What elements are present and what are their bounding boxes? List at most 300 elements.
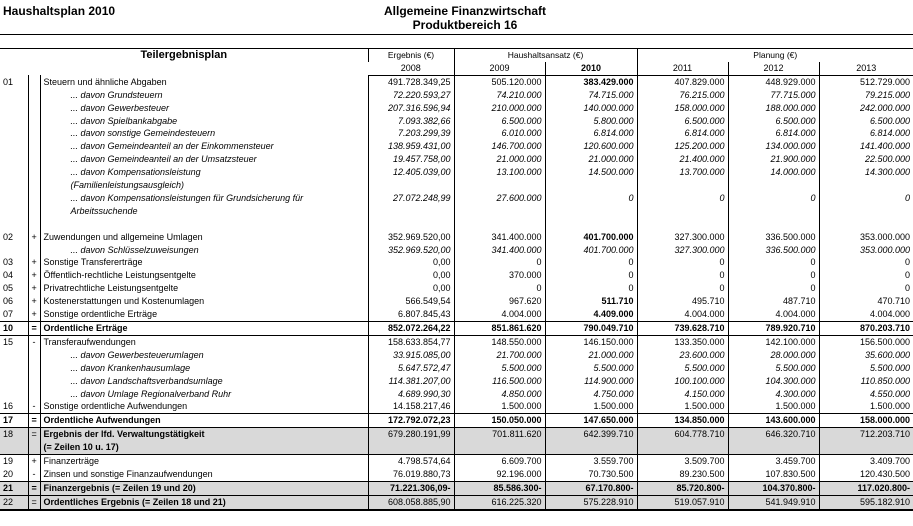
row-value: 14.000.000 xyxy=(728,166,819,179)
row-value: 511.710 xyxy=(545,295,637,308)
table-row xyxy=(0,153,913,166)
row-operator: + xyxy=(28,308,40,321)
row-value xyxy=(637,218,728,231)
row-value: 143.600.000 xyxy=(728,414,819,428)
table-row xyxy=(0,166,913,179)
row-operator xyxy=(28,89,40,102)
row-value: 1.500.000 xyxy=(637,400,728,413)
row-operator xyxy=(28,102,40,115)
table-row xyxy=(0,495,913,509)
row-value: 133.350.000 xyxy=(637,335,728,348)
row-value: 4.689.990,30 xyxy=(368,388,454,401)
row-value: 140.000.000 xyxy=(545,102,637,115)
row-value: 0 xyxy=(728,269,819,282)
row-value: 0 xyxy=(545,282,637,295)
row-value: 0 xyxy=(819,256,913,269)
row-number xyxy=(0,441,28,454)
row-value xyxy=(728,218,819,231)
row-label: ... davon Gewerbesteuer xyxy=(40,102,368,115)
row-value: 353.000.000 xyxy=(819,244,913,257)
row-value xyxy=(819,218,913,231)
table-row xyxy=(0,102,913,115)
row-value: 7.203.299,39 xyxy=(368,127,454,140)
table-row xyxy=(0,388,913,401)
row-value: 491.728.349,25 xyxy=(368,75,454,88)
table-row xyxy=(0,269,913,282)
table-row xyxy=(0,308,913,321)
row-value: 13.700.000 xyxy=(637,166,728,179)
header-haushaltsansatz: Haushaltsansatz (€) xyxy=(454,49,637,62)
row-operator: = xyxy=(28,495,40,509)
row-operator: = xyxy=(28,481,40,495)
row-value: 604.778.710 xyxy=(637,428,728,441)
row-operator: + xyxy=(28,269,40,282)
table-row xyxy=(0,322,913,336)
row-value: 608.058.885,90 xyxy=(368,495,454,509)
row-value: 870.203.710 xyxy=(819,322,913,336)
row-value: 13.100.000 xyxy=(454,166,545,179)
row-value: 0 xyxy=(819,269,913,282)
row-number xyxy=(0,89,28,102)
teilergebnisplan-table xyxy=(0,48,913,511)
row-value: 353.000.000 xyxy=(819,231,913,244)
row-operator xyxy=(28,127,40,140)
row-value: 5.500.000 xyxy=(545,362,637,375)
row-value: 110.850.000 xyxy=(819,375,913,388)
row-value: 851.861.620 xyxy=(454,322,545,336)
row-label: ... davon Grundsteuern xyxy=(40,89,368,102)
row-value: 120.430.500 xyxy=(819,468,913,481)
row-value xyxy=(819,205,913,218)
row-value: 0 xyxy=(819,192,913,205)
row-number: 22 xyxy=(0,495,28,509)
row-operator: + xyxy=(28,231,40,244)
row-value xyxy=(454,205,545,218)
row-value: 327.300.000 xyxy=(637,231,728,244)
row-value: 6.814.000 xyxy=(545,127,637,140)
row-value: 646.320.710 xyxy=(728,428,819,441)
table-header-row-1 xyxy=(0,49,913,62)
row-value: 701.811.620 xyxy=(454,428,545,441)
row-value: 35.600.000 xyxy=(819,349,913,362)
row-value: 28.000.000 xyxy=(728,349,819,362)
row-number xyxy=(0,362,28,375)
row-value: 14.500.000 xyxy=(545,166,637,179)
year-header: 2012 xyxy=(728,62,819,75)
row-value: 470.710 xyxy=(819,295,913,308)
table-row xyxy=(0,400,913,413)
row-value: 114.900.000 xyxy=(545,375,637,388)
row-value: 505.120.000 xyxy=(454,75,545,88)
row-value: 407.829.000 xyxy=(637,75,728,88)
row-value: 138.959.431,00 xyxy=(368,140,454,153)
header-divider xyxy=(0,34,913,35)
row-number xyxy=(0,205,28,218)
row-value: 210.000.000 xyxy=(454,102,545,115)
row-value xyxy=(368,179,454,192)
row-value: 3.409.700 xyxy=(819,455,913,468)
row-value xyxy=(545,218,637,231)
row-value: 147.650.000 xyxy=(545,414,637,428)
row-value: 4.004.000 xyxy=(819,308,913,321)
row-value xyxy=(637,179,728,192)
row-value: 14.300.000 xyxy=(819,166,913,179)
row-value: 401.700.000 xyxy=(545,231,637,244)
row-value: 0 xyxy=(454,256,545,269)
row-label: Finanzerträge xyxy=(40,455,368,468)
row-value: 0 xyxy=(637,269,728,282)
row-value: 148.550.000 xyxy=(454,335,545,348)
row-value: 150.050.000 xyxy=(454,414,545,428)
row-value: 712.203.710 xyxy=(819,428,913,441)
row-label: Kostenerstattungen und Kostenumlagen xyxy=(40,295,368,308)
row-value: 0 xyxy=(637,192,728,205)
table-row xyxy=(0,179,913,192)
row-value: 0 xyxy=(637,282,728,295)
row-operator: - xyxy=(28,335,40,348)
product-area-title xyxy=(300,4,630,32)
row-label: Öffentlich-rechtliche Leistungsentgelte xyxy=(40,269,368,282)
row-value: 642.399.710 xyxy=(545,428,637,441)
row-value: 100.100.000 xyxy=(637,375,728,388)
row-value: 76.019.880,73 xyxy=(368,468,454,481)
row-value xyxy=(637,441,728,454)
row-value: 575.228.910 xyxy=(545,495,637,509)
row-value: 23.600.000 xyxy=(637,349,728,362)
row-value: 72.220.593,27 xyxy=(368,89,454,102)
row-value: 70.730.500 xyxy=(545,468,637,481)
row-value: 104.370.800- xyxy=(728,481,819,495)
table-row xyxy=(0,127,913,140)
table-row xyxy=(0,375,913,388)
row-value: 370.000 xyxy=(454,269,545,282)
row-value: 336.500.000 xyxy=(728,231,819,244)
row-operator xyxy=(28,388,40,401)
row-value: 207.316.596,94 xyxy=(368,102,454,115)
table-row xyxy=(0,441,913,454)
row-value: 141.400.000 xyxy=(819,140,913,153)
table-row xyxy=(0,468,913,481)
row-label: (Familienleistungsausgleich) xyxy=(40,179,368,192)
row-value xyxy=(368,441,454,454)
row-value: 4.300.000 xyxy=(728,388,819,401)
row-value xyxy=(728,205,819,218)
row-value xyxy=(368,205,454,218)
header-planung: Planung (€) xyxy=(637,49,913,62)
row-label: Privatrechtliche Leistungsentgelte xyxy=(40,282,368,295)
table-row xyxy=(0,140,913,153)
row-value: 76.215.000 xyxy=(637,89,728,102)
row-value: 158.000.000 xyxy=(819,414,913,428)
row-operator xyxy=(28,349,40,362)
row-value: 74.715.000 xyxy=(545,89,637,102)
row-value: 21.000.000 xyxy=(545,349,637,362)
row-value xyxy=(368,218,454,231)
row-value: 74.210.000 xyxy=(454,89,545,102)
row-number xyxy=(0,388,28,401)
row-operator xyxy=(28,244,40,257)
row-value xyxy=(819,441,913,454)
row-number xyxy=(0,244,28,257)
row-value: 142.100.000 xyxy=(728,335,819,348)
row-label: Finanzergebnis (= Zeilen 19 und 20) xyxy=(40,481,368,495)
row-value: 4.004.000 xyxy=(454,308,545,321)
row-label: ... davon Umlage Regionalverband Ruhr xyxy=(40,388,368,401)
row-value: 495.710 xyxy=(637,295,728,308)
row-value: 383.429.000 xyxy=(545,75,637,88)
row-value: 679.280.191,99 xyxy=(368,428,454,441)
row-value xyxy=(545,205,637,218)
row-value: 5.500.000 xyxy=(728,362,819,375)
table-row xyxy=(0,192,913,205)
row-value: 6.814.000 xyxy=(637,127,728,140)
table-row xyxy=(0,349,913,362)
row-operator xyxy=(28,140,40,153)
row-value: 7.093.382,66 xyxy=(368,115,454,128)
row-value: 12.405.039,00 xyxy=(368,166,454,179)
row-value: 242.000.000 xyxy=(819,102,913,115)
row-number: 06 xyxy=(3,296,14,307)
row-value: 0 xyxy=(545,192,637,205)
title-line-1: Allgemeine Finanzwirtschaft xyxy=(383,4,547,18)
row-number xyxy=(0,140,28,153)
plan-title: Haushaltsplan 2010 xyxy=(3,4,116,18)
row-number: 10 xyxy=(0,322,28,336)
row-label: Ergebnis der lfd. Verwaltungstätigkeit xyxy=(40,428,368,441)
row-operator xyxy=(28,179,40,192)
row-operator: = xyxy=(28,414,40,428)
row-label: (= Zeilen 10 u. 17) xyxy=(40,441,368,454)
row-value: 6.807.845,43 xyxy=(368,308,454,321)
row-value: 4.550.000 xyxy=(819,388,913,401)
row-value: 0 xyxy=(454,282,545,295)
row-label: ... davon Landschaftsverbandsumlage xyxy=(40,375,368,388)
title-line-2: Produktbereich 16 xyxy=(412,18,518,32)
row-value: 3.509.700 xyxy=(637,455,728,468)
row-value: 967.620 xyxy=(454,295,545,308)
row-value: 6.500.000 xyxy=(728,115,819,128)
row-value: 739.628.710 xyxy=(637,322,728,336)
row-number: 03 xyxy=(3,257,14,268)
row-value: 566.549,54 xyxy=(368,295,454,308)
row-value: 5.500.000 xyxy=(637,362,728,375)
year-header: 2009 xyxy=(454,62,545,75)
row-label: ... davon Gewerbesteuerumlagen xyxy=(40,349,368,362)
row-number xyxy=(0,218,28,231)
row-label: Transferaufwendungen xyxy=(40,335,368,348)
row-operator: + xyxy=(28,295,40,308)
row-value: 448.929.000 xyxy=(728,75,819,88)
table-row xyxy=(0,362,913,375)
table-row xyxy=(0,455,913,468)
row-value: 6.609.700 xyxy=(454,455,545,468)
row-value xyxy=(728,179,819,192)
row-value: 541.949.910 xyxy=(728,495,819,509)
row-label: ... davon Schlüsselzuweisungen xyxy=(40,244,368,257)
row-value: 146.700.000 xyxy=(454,140,545,153)
row-value: 116.500.000 xyxy=(454,375,545,388)
row-number xyxy=(0,102,28,115)
row-value: 0,00 xyxy=(368,269,454,282)
row-label: Ordentliches Ergebnis (= Zeilen 18 und 21) xyxy=(40,495,368,509)
row-operator xyxy=(28,375,40,388)
row-value: 89.230.500 xyxy=(637,468,728,481)
year-header: 2008 xyxy=(368,62,454,75)
table-row xyxy=(0,428,913,441)
row-label: Arbeitssuchende xyxy=(40,205,368,218)
row-operator xyxy=(28,115,40,128)
row-label: ... davon Kompensationsleistung xyxy=(40,166,368,179)
row-operator xyxy=(28,441,40,454)
row-label: Zuwendungen und allgemeine Umlagen xyxy=(40,231,368,244)
row-number: 07 xyxy=(3,309,14,320)
table-row xyxy=(0,231,913,244)
row-value: 0 xyxy=(728,192,819,205)
row-number xyxy=(0,115,28,128)
row-operator: - xyxy=(28,400,40,413)
row-value: 852.072.264,22 xyxy=(368,322,454,336)
row-operator: + xyxy=(28,282,40,295)
row-number: 18 xyxy=(0,428,28,441)
table-row xyxy=(0,218,913,231)
row-value: 352.969.520,00 xyxy=(368,244,454,257)
row-operator xyxy=(28,75,40,88)
table-row xyxy=(0,244,913,257)
year-header: 2013 xyxy=(819,62,913,75)
row-value: 336.500.000 xyxy=(728,244,819,257)
row-number: 02 xyxy=(3,231,14,242)
table-row xyxy=(0,115,913,128)
row-value xyxy=(454,441,545,454)
row-label: ... davon sonstige Gemeindesteuern xyxy=(40,127,368,140)
row-label: ... davon Gemeindeanteil an der Umsatzsteuer xyxy=(40,153,368,166)
row-value: 5.647.572,47 xyxy=(368,362,454,375)
row-value: 156.500.000 xyxy=(819,335,913,348)
row-value: 134.850.000 xyxy=(637,414,728,428)
row-label: ... davon Spielbankabgabe xyxy=(40,115,368,128)
year-header: 2010 xyxy=(545,62,637,75)
row-value xyxy=(728,441,819,454)
row-operator xyxy=(28,192,40,205)
row-value: 789.920.710 xyxy=(728,322,819,336)
row-value: 4.409.000 xyxy=(545,308,637,321)
row-value: 616.225.320 xyxy=(454,495,545,509)
row-value: 4.150.000 xyxy=(637,388,728,401)
row-value xyxy=(454,179,545,192)
row-value: 327.300.000 xyxy=(637,244,728,257)
row-value: 6.814.000 xyxy=(728,127,819,140)
table-row xyxy=(0,205,913,218)
row-operator xyxy=(28,166,40,179)
row-operator: + xyxy=(28,256,40,269)
table-row xyxy=(0,335,913,348)
row-operator: - xyxy=(28,468,40,481)
row-value: 21.000.000 xyxy=(454,153,545,166)
row-operator xyxy=(28,218,40,231)
row-number: 20 xyxy=(3,468,14,479)
table-row xyxy=(0,282,913,295)
row-value: 6.500.000 xyxy=(819,115,913,128)
row-label: Sonstige ordentliche Aufwendungen xyxy=(40,400,368,413)
row-value: 104.300.000 xyxy=(728,375,819,388)
row-value: 1.500.000 xyxy=(728,400,819,413)
row-value: 33.915.085,00 xyxy=(368,349,454,362)
row-label: Sonstige Transfererträge xyxy=(40,256,368,269)
row-value: 172.792.072,23 xyxy=(368,414,454,428)
row-label: ... davon Krankenhausumlage xyxy=(40,362,368,375)
row-value: 1.500.000 xyxy=(819,400,913,413)
row-value: 519.057.910 xyxy=(637,495,728,509)
row-value: 92.196.000 xyxy=(454,468,545,481)
table-row xyxy=(0,75,913,88)
row-value xyxy=(545,441,637,454)
row-number: 01 xyxy=(3,76,14,87)
row-value: 0 xyxy=(545,256,637,269)
row-number: 04 xyxy=(3,270,14,281)
row-value: 158.000.000 xyxy=(637,102,728,115)
row-value: 125.200.000 xyxy=(637,140,728,153)
row-value: 790.049.710 xyxy=(545,322,637,336)
row-number: 21 xyxy=(0,481,28,495)
row-value: 0,00 xyxy=(368,256,454,269)
row-value: 85.720.800- xyxy=(637,481,728,495)
row-label: Ordentliche Aufwendungen xyxy=(40,414,368,428)
row-value: 4.798.574,64 xyxy=(368,455,454,468)
row-value: 21.900.000 xyxy=(728,153,819,166)
row-value: 146.150.000 xyxy=(545,335,637,348)
row-value: 3.559.700 xyxy=(545,455,637,468)
row-value: 117.020.800- xyxy=(819,481,913,495)
row-value: 341.400.000 xyxy=(454,244,545,257)
row-value: 0 xyxy=(545,269,637,282)
header-ergebnis: Ergebnis (€) xyxy=(368,49,454,62)
row-value: 1.500.000 xyxy=(454,400,545,413)
row-value: 5.500.000 xyxy=(454,362,545,375)
row-value: 79.215.000 xyxy=(819,89,913,102)
row-number xyxy=(0,179,28,192)
row-number: 16 xyxy=(3,401,14,412)
row-value: 27.600.000 xyxy=(454,192,545,205)
row-operator: = xyxy=(28,322,40,336)
row-value: 0,00 xyxy=(368,282,454,295)
row-value: 107.830.500 xyxy=(728,468,819,481)
row-label: Sonstige ordentliche Erträge xyxy=(40,308,368,321)
row-label xyxy=(40,218,368,231)
row-value xyxy=(637,205,728,218)
row-value: 120.600.000 xyxy=(545,140,637,153)
row-number xyxy=(0,127,28,140)
row-value: 352.969.520,00 xyxy=(368,231,454,244)
row-value: 0 xyxy=(728,256,819,269)
row-label: Zinsen und sonstige Finanzaufwendungen xyxy=(40,468,368,481)
row-value: 19.457.758,00 xyxy=(368,153,454,166)
row-operator: + xyxy=(28,455,40,468)
row-value: 114.381.207,00 xyxy=(368,375,454,388)
row-value: 4.004.000 xyxy=(728,308,819,321)
row-value: 14.158.217,46 xyxy=(368,400,454,413)
table-row xyxy=(0,481,913,495)
row-value xyxy=(819,179,913,192)
row-value xyxy=(545,179,637,192)
row-value: 22.500.000 xyxy=(819,153,913,166)
row-value: 1.500.000 xyxy=(545,400,637,413)
row-value: 0 xyxy=(637,256,728,269)
row-value: 21.000.000 xyxy=(545,153,637,166)
row-value: 595.182.910 xyxy=(819,495,913,509)
row-value: 6.010.000 xyxy=(454,127,545,140)
row-value: 3.459.700 xyxy=(728,455,819,468)
row-value: 85.586.300- xyxy=(454,481,545,495)
